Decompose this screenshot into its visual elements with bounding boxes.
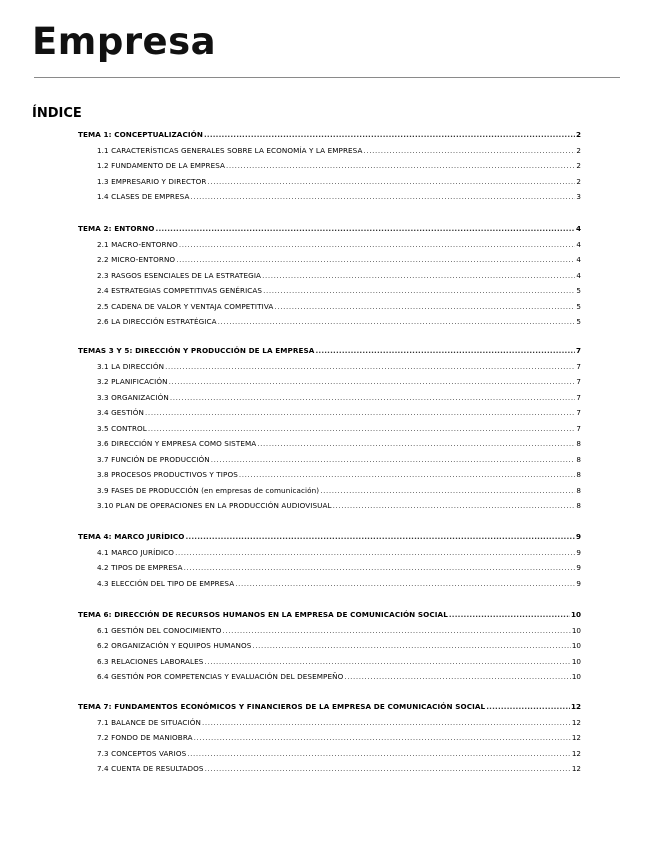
toc-entry-label: 1.3 EMPRESARIO Y DIRECTOR — [97, 176, 207, 186]
toc-section[interactable] — [97, 749, 581, 759]
toc-entry-label: 3.2 PLANIFICACIÓN — [97, 377, 168, 386]
toc-section[interactable] — [97, 672, 581, 682]
toc-leader-dots — [218, 317, 576, 327]
toc-page-number: 12 — [570, 702, 581, 711]
toc-leader-dots — [315, 346, 575, 356]
toc-leader-dots — [257, 439, 575, 449]
toc-page-number: 2 — [576, 145, 581, 155]
toc-entry-label: 3.3 ORGANIZACIÓN — [97, 392, 169, 402]
toc-entry-label: 3.8 PROCESOS PRODUCTIVOS Y TIPOS — [97, 470, 238, 479]
toc-entry-label: TEMA 4: MARCO JURÍDICO — [78, 532, 185, 541]
toc-leader-dots — [176, 255, 575, 265]
toc-entry-label: 1.2 FUNDAMENTO DE LA EMPRESA — [97, 161, 226, 170]
toc-entry-label: 2.5 CADENA DE VALOR Y VENTAJA COMPETITIVA — [97, 301, 274, 311]
toc-chapter[interactable] — [78, 130, 581, 140]
toc-leader-dots — [170, 393, 576, 403]
index-heading: ÍNDICE — [32, 106, 82, 121]
toc-entry-label: 2.4 ESTRATEGIAS COMPETITIVAS GENÉRICAS — [97, 286, 263, 295]
toc-leader-dots — [145, 408, 575, 418]
toc-entry-label: 7.1 BALANCE DE SITUACIÓN — [97, 717, 201, 727]
toc-chapter[interactable] — [78, 532, 581, 542]
toc-section[interactable] — [97, 455, 581, 465]
toc-leader-dots — [320, 486, 575, 496]
toc-page-number: 12 — [571, 764, 581, 773]
toc-leader-dots — [262, 271, 575, 281]
toc-section[interactable] — [97, 470, 581, 480]
toc-leader-dots — [239, 470, 576, 480]
toc-page-number: 4 — [575, 224, 581, 233]
toc-entry-label: 4.2 TIPOS DE EMPRESA — [97, 563, 183, 572]
toc-page-number: 4 — [576, 255, 581, 264]
toc-leader-dots — [202, 718, 571, 728]
toc-leader-dots — [190, 192, 575, 202]
toc-page-number: 10 — [571, 625, 581, 635]
toc-leader-dots — [449, 610, 570, 620]
toc-leader-dots — [344, 672, 570, 682]
toc-section[interactable] — [97, 286, 581, 296]
toc-leader-dots — [148, 424, 576, 434]
title-divider — [34, 77, 620, 78]
toc-page-number: 10 — [571, 641, 581, 650]
toc-page-number: 7 — [576, 408, 581, 417]
toc-leader-dots — [274, 302, 575, 312]
toc-chapter[interactable] — [78, 702, 581, 712]
toc-entry-label: TEMA 2: ENTORNO — [78, 224, 155, 233]
toc-page-number: 5 — [576, 301, 581, 311]
toc-entry-label: 7.4 CUENTA DE RESULTADOS — [97, 764, 204, 773]
toc-entry-label: 7.2 FONDO DE MANIOBRA — [97, 733, 193, 742]
document-title: Empresa — [32, 20, 217, 63]
toc-leader-dots — [194, 733, 571, 743]
toc-section[interactable] — [97, 764, 581, 774]
toc-leader-dots — [235, 579, 575, 589]
toc-leader-dots — [226, 161, 575, 171]
toc-section[interactable] — [97, 733, 581, 743]
toc-leader-dots — [175, 548, 575, 558]
toc-section[interactable] — [97, 377, 581, 387]
toc-chapter[interactable] — [78, 224, 581, 234]
toc-entry-label: 2.1 MACRO-ENTORNO — [97, 239, 178, 249]
toc-page-number: 10 — [571, 672, 581, 681]
toc-entry-label: 3.9 FASES DE PRODUCCIÓN (en empresas de comunicación) — [97, 485, 320, 495]
toc-entry-label: 2.3 RASGOS ESENCIALES DE LA ESTRATEGIA — [97, 270, 262, 280]
toc-page-number: 9 — [575, 532, 581, 541]
toc-section[interactable] — [97, 161, 581, 171]
toc-section[interactable] — [97, 362, 581, 372]
toc-page-number: 2 — [575, 130, 581, 139]
toc-leader-dots — [187, 749, 571, 759]
toc-page-number: 7 — [576, 392, 581, 402]
toc-section[interactable] — [97, 579, 581, 589]
toc-page-number: 5 — [576, 317, 581, 326]
toc-leader-dots — [179, 240, 576, 250]
toc-page-number: 3 — [576, 192, 581, 201]
toc-page-number: 7 — [576, 423, 581, 433]
toc-entry-label: 6.4 GESTIÓN POR COMPETENCIAS Y EVALUACIÓN DEL DESEMPEÑO — [97, 672, 344, 681]
toc-entry-label: 3.5 CONTROL — [97, 423, 147, 433]
toc-page-number: 10 — [571, 656, 581, 666]
toc-leader-dots — [204, 130, 575, 140]
toc-entry-label: 6.1 GESTIÓN DEL CONOCIMIENTO — [97, 625, 222, 635]
toc-entry-label: 1.1 CARACTERÍSTICAS GENERALES SOBRE LA ECONOMÍA Y LA EMPRESA — [97, 145, 363, 155]
toc-section[interactable] — [97, 626, 581, 636]
toc-chapter[interactable] — [78, 346, 581, 356]
toc-entry-label: TEMA 6: DIRECCIÓN DE RECURSOS HUMANOS EN LA EMPRESA DE COMUNICACIÓN SOCIAL — [78, 610, 448, 619]
toc-leader-dots — [184, 563, 576, 573]
toc-page-number: 9 — [576, 563, 581, 572]
toc-section[interactable] — [97, 192, 581, 202]
toc-section[interactable] — [97, 718, 581, 728]
toc-entry-label: 6.3 RELACIONES LABORALES — [97, 656, 204, 666]
toc-leader-dots — [205, 764, 571, 774]
toc-section[interactable] — [97, 424, 581, 434]
toc-entry-label: 2.2 MICRO-ENTORNO — [97, 255, 176, 264]
toc-leader-dots — [223, 626, 571, 636]
toc-entry-label: 3.10 PLAN DE OPERACIONES EN LA PRODUCCIÓN AUDIOVISUAL — [97, 501, 332, 510]
toc-section[interactable] — [97, 548, 581, 558]
toc-page-number: 10 — [570, 610, 581, 619]
toc-section[interactable] — [97, 641, 581, 651]
toc-leader-dots — [333, 501, 576, 511]
toc-entry-label: TEMA 1: CONCEPTUALIZACIÓN — [78, 130, 203, 139]
toc-page-number: 12 — [571, 717, 581, 727]
toc-chapter[interactable] — [78, 610, 581, 620]
toc-entry-label: 4.1 MARCO JURÍDICO — [97, 547, 175, 557]
toc-page-number: 7 — [575, 346, 581, 355]
toc-leader-dots — [252, 641, 570, 651]
toc-section[interactable] — [97, 563, 581, 573]
toc-page-number: 2 — [576, 161, 581, 170]
toc-page-number: 5 — [576, 286, 581, 295]
toc-section[interactable] — [97, 240, 581, 250]
toc-entry-label: 3.4 GESTIÓN — [97, 408, 145, 417]
toc-page-number: 4 — [576, 270, 581, 280]
toc-entry-label: 2.6 LA DIRECCIÓN ESTRATÉGICA — [97, 317, 217, 326]
toc-entry-label: 1.4 CLASES DE EMPRESA — [97, 192, 190, 201]
toc-section[interactable] — [97, 177, 581, 187]
toc-section[interactable] — [97, 146, 581, 156]
toc-entry-label: 3.7 FUNCIÓN DE PRODUCCIÓN — [97, 454, 210, 464]
toc-entry-label: 6.2 ORGANIZACIÓN Y EQUIPOS HUMANOS — [97, 641, 252, 650]
toc-section[interactable] — [97, 657, 581, 667]
toc-page-number: 12 — [571, 748, 581, 758]
toc-leader-dots — [211, 455, 576, 465]
toc-section[interactable] — [97, 271, 581, 281]
toc-leader-dots — [204, 657, 570, 667]
toc-page-number: 2 — [576, 176, 581, 186]
toc-section[interactable] — [97, 408, 581, 418]
toc-page-number: 8 — [576, 501, 581, 510]
toc-entry-label: TEMA 7: FUNDAMENTOS ECONÓMICOS Y FINANCIEROS DE LA EMPRESA DE COMUNICACIÓN SOCIAL — [78, 702, 486, 711]
toc-section[interactable] — [97, 393, 581, 403]
toc-leader-dots — [207, 177, 575, 187]
toc-leader-dots — [156, 224, 575, 234]
toc-page-number: 9 — [576, 547, 581, 557]
toc-section[interactable] — [97, 501, 581, 511]
toc-page-number: 9 — [576, 578, 581, 588]
toc-section[interactable] — [97, 302, 581, 312]
toc-section[interactable] — [97, 439, 581, 449]
toc-section[interactable] — [97, 486, 581, 496]
toc-page-number: 8 — [576, 454, 581, 464]
toc-page-number: 8 — [576, 439, 581, 448]
toc-leader-dots — [486, 702, 570, 712]
toc-leader-dots — [364, 146, 576, 156]
toc-entry-label: TEMAS 3 Y 5: DIRECCIÓN Y PRODUCCIÓN DE LA EMPRESA — [78, 346, 315, 355]
toc-leader-dots — [165, 362, 575, 372]
toc-page-number: 7 — [576, 377, 581, 386]
toc-section[interactable] — [97, 317, 581, 327]
toc-page-number: 8 — [576, 470, 581, 479]
toc-page-number: 8 — [576, 485, 581, 495]
toc-page-number: 7 — [576, 361, 581, 371]
toc-entry-label: 7.3 CONCEPTOS VARIOS — [97, 748, 187, 758]
toc-leader-dots — [186, 532, 575, 542]
toc-entry-label: 4.3 ELECCIÓN DEL TIPO DE EMPRESA — [97, 578, 235, 588]
toc-section[interactable] — [97, 255, 581, 265]
toc-entry-label: 3.1 LA DIRECCIÓN — [97, 361, 165, 371]
toc-leader-dots — [169, 377, 576, 387]
toc-page-number: 4 — [576, 239, 581, 249]
toc-page-number: 12 — [571, 733, 581, 742]
toc-leader-dots — [263, 286, 575, 296]
toc-entry-label: 3.6 DIRECCIÓN Y EMPRESA COMO SISTEMA — [97, 439, 257, 448]
